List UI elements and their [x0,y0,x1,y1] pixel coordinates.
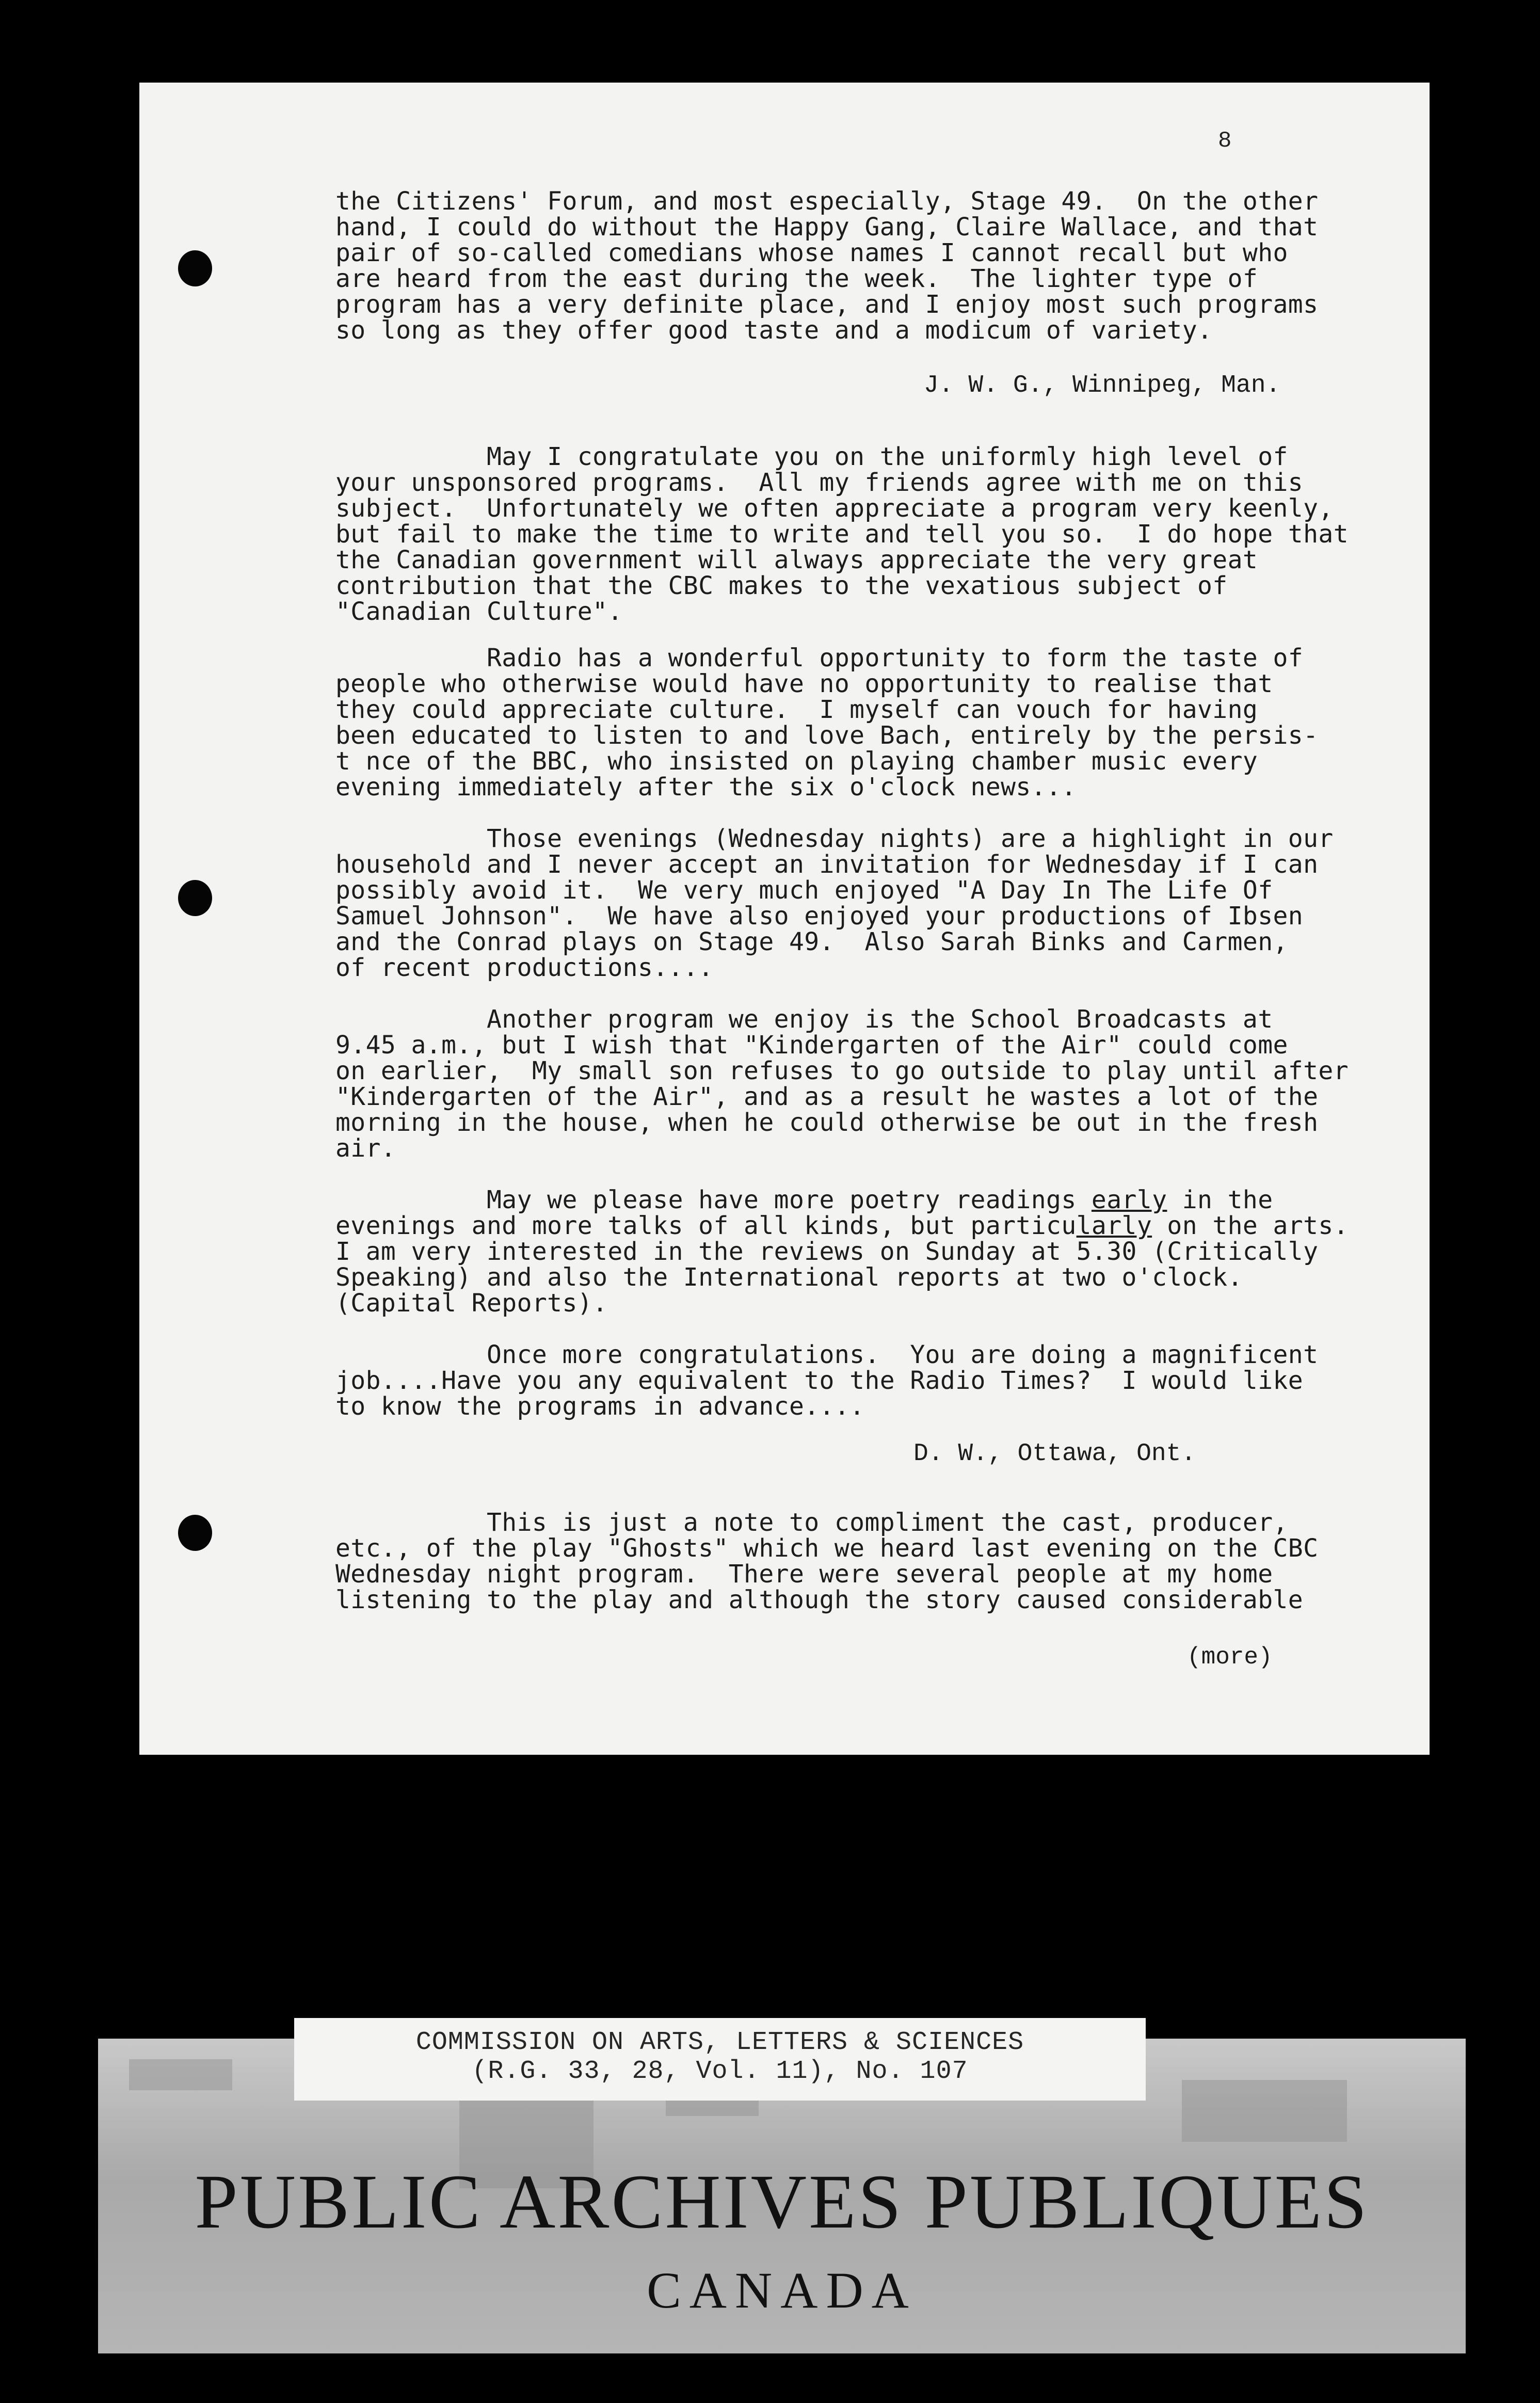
letter-signature: D. W., Ottawa, Ont. [913,1440,1196,1468]
archive-reference-label [294,2018,1146,2101]
label-line: (R.G. 33, 28, Vol. 11), No. 107 [472,2057,968,2086]
letter-paragraph: the Citizens' Forum, and most especially, Stage 49. On the other hand, I could do without the Happy Gang, Claire Wallace, and that pair of so-called comedians whose names I cannot recall but who are heard from the east during the week. The lighter type of program has a very definite place, and I enjoy most such programs so long as they offer good taste and a modicum of variety. [335,187,1319,345]
letter-paragraph: Radio has a wonderful opportunity to form the taste of people who otherwise would have no opportunity to realise that they could appreciate culture. I myself can vouch for having been educated to listen to and love Bach, entirely by the persis- t nce of the BBC, who insisted on playing chamber music every evening immediately after the six o'clock news... [335,644,1319,802]
letter-paragraph: May we please have more poetry readings early in the evenings and more talks of all kinds, but particularly on the arts. I am very interested in the reviews on Sunday at 5.30 (Critically Speaking) and also the International reports at two o'clock. (Capital Reports). [335,1186,1349,1318]
letter-paragraph: Those evenings (Wednesday nights) are a highlight in our household and I never accept an invitation for Wednesday if I can possibly avoid it. We very much enjoyed "A Day In The Life Of Samuel Johnson". We have also enjoyed your productions of Ibsen and the Conrad plays on Stage 49. Also Sarah Binks and Carmen, of recent productions.... [335,824,1334,982]
underlined-word: larly [1076,1211,1152,1240]
letter-signature: J. W. G., Winnipeg, Man. [924,372,1281,399]
letter-paragraph: Another program we enjoy is the School Broadcasts at 9.45 a.m., but I wish that "Kindergarten of the Air" could come on earlier, My small son refuses to go outside to play until after "Kindergarten of the Air", and as a result he wastes a lot of the morning in the house, when he could otherwise be out in the fresh air. [335,1005,1349,1163]
archive-subtitle: CANADA [647,2262,917,2319]
letter-paragraph: Once more congratulations. You are doing a magnificent job....Have you any equivalent to the Radio Times? I would like to know the programs in advance.... [335,1340,1319,1421]
label-line: COMMISSION ON ARTS, LETTERS & SCIENCES [415,2028,1024,2057]
punch-hole [178,880,212,916]
page-number: 8 [1218,128,1232,154]
punch-hole [178,250,212,286]
letter-paragraph: This is just a note to compliment the cast, producer, etc., of the play "Ghosts" which we heard last evening on the CBC Wednesday night program. There were several people at my home listening to the play and although the story caused considerable [335,1508,1319,1614]
letter-paragraph: May I congratulate you on the uniformly high level of your unsponsored programs. All my friends agree with me on this subject. Unfortunately we often appreciate a program very keenly, but fail to make the time to write and tell you so. I do hope that the Canadian government will always appreciate the very great contribution that the CBC makes to the vexatious subject of "Canadian Culture". [335,442,1349,626]
document-page [139,83,1430,1755]
punch-hole [178,1515,212,1551]
archive-title: PUBLIC ARCHIVES PUBLIQUES [195,2159,1369,2245]
continuation-note: (more) [1187,1644,1273,1671]
underlined-word: early [1091,1186,1167,1214]
